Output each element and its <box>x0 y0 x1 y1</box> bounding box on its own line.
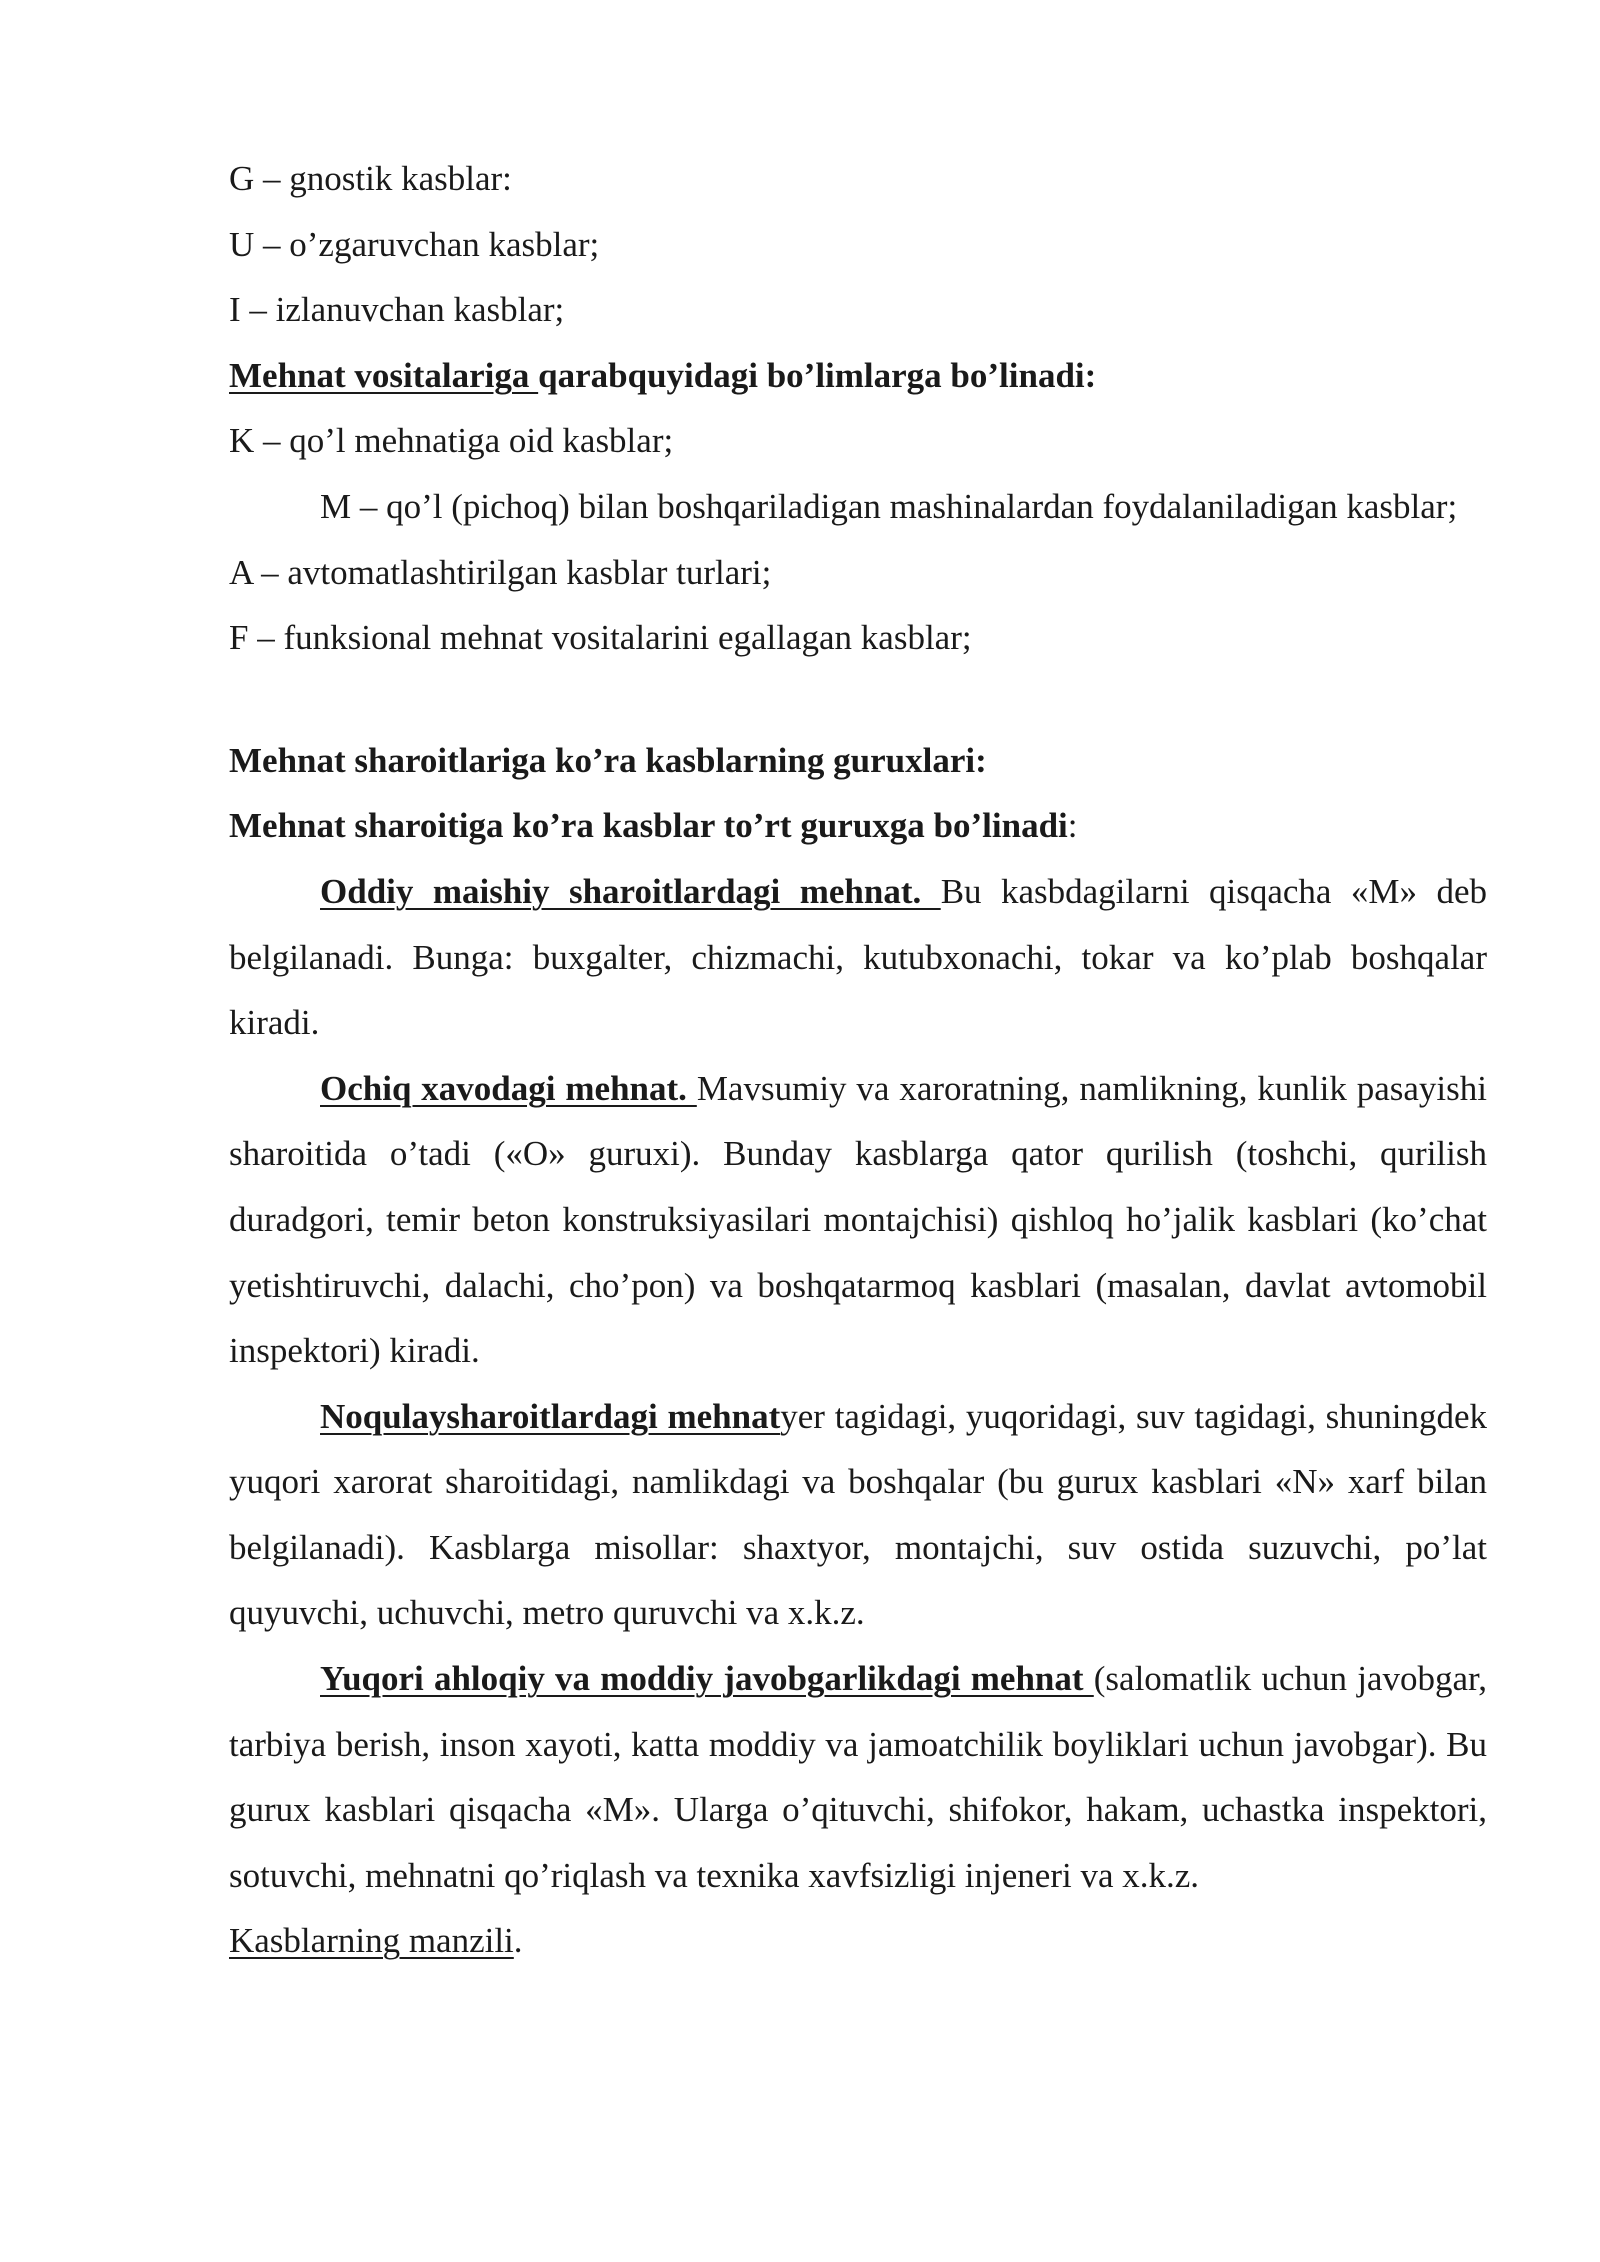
footer-line-underlined: Kasblarning manzili <box>229 1921 514 1961</box>
tools-heading <box>229 343 1487 409</box>
footer-line-tail: . <box>513 1921 523 1961</box>
paragraph-text: yer tagidagi, yuqoridagi, suv tagidagi, shuningdek yuqori xarorat sharoitidagi, namlikdagi va boshqalar (bu gurux kasblari «N» xarf bilan belgilanadi). Kasblarga misollar: shaxtyor, montajchi, suv ostida suzuvchi, po’lat quyuvchi, uchuvchi, metro quruvchi va x.k.z. <box>229 1396 1487 1633</box>
footer-line <box>229 1908 1487 1974</box>
conditions-subheading-bold: Mehnat sharoitiga ko’ra kasblar to’rt guruxga bo’linadi <box>229 806 1068 846</box>
paragraph-title: Ochiq xavodagi mehnat. <box>320 1068 697 1108</box>
paragraph-text: Mavsumiy va xaroratning, namlikning, kunlik pasayishi sharoitida o’tadi («O» guruxi). Bunday kasblarga qator qurilish (toshchi, qurilish duradgori, temir beton konstruksiyasilari montajchisi) qishloq ho’jalik kasblari (ko’chat yetishtiruvchi, dalachi, cho’pon) va boshqatarmoq kasblari (masalan, davlat avtomobil inspektori) kiradi. <box>229 1068 1487 1371</box>
list-item-izlanuvchan: I – izlanuvchan kasblar; <box>229 290 565 330</box>
tools-item-k: K – qo’l mehnatiga oid kasblar; <box>229 421 674 461</box>
conditions-subheading-tail: : <box>1067 806 1078 846</box>
list-item-gnostik: G – gnostik kasblar: <box>229 159 512 198</box>
paragraph-title: Yuqori ahloqiy va moddiy javobgarlikdagi mehnat <box>320 1659 1094 1699</box>
tools-heading-rest: qarabquyidagi bo’limlarga bo’linadi: <box>538 355 1097 395</box>
list-item-ozgaruvchan: U – o’zgaruvchan kasblar; <box>229 224 600 264</box>
conditions-subheading <box>229 793 1487 859</box>
paragraph-yuqori <box>229 1646 1487 1908</box>
paragraph-title: Noqulaysharoitlardagi mehnat <box>320 1396 781 1436</box>
tools-heading-underlined: Mehnat vositalariga <box>229 355 539 395</box>
conditions-heading: Mehnat sharoitlariga ko’ra kasblarning guruxlari: <box>229 740 987 780</box>
paragraph-title: Oddiy maishiy sharoitlardagi mehnat. <box>320 871 941 911</box>
tools-item-m: M – qo’l (pichoq) bilan boshqariladigan mashinalardan foydalaniladigan kasblar; <box>320 486 1458 526</box>
paragraph-ochiq <box>229 1056 1487 1384</box>
paragraph-noqulay <box>229 1384 1487 1646</box>
paragraph-text: Bu kasbdagilarni qisqacha «M» deb belgilanadi. Bunga: buxgalter, chizmachi, kutubxonachi, tokar va ko’plab boshqalar kiradi. <box>229 871 1487 1043</box>
tools-item-f: F – funksional mehnat vositalarini egallagan kasblar; <box>229 618 972 658</box>
document-body <box>229 146 1487 1974</box>
paragraph-oddiy <box>229 859 1487 1056</box>
paragraph-text: (salomatlik uchun javobgar, tarbiya berish, inson xayoti, katta moddiy va jamoatchilik boyliklari uchun javobgar). Bu gurux kasblari qisqacha «M». Ularga o’qituvchi, shifokor, hakam, uchastka inspektori, sotuvchi, mehnatni qo’riqlash va texnika xavfsizligi injeneri va x.k.z. <box>229 1659 1487 1895</box>
blank-line <box>229 671 1487 728</box>
tools-item-a: A – avtomatlashtirilgan kasblar turlari; <box>229 552 772 592</box>
